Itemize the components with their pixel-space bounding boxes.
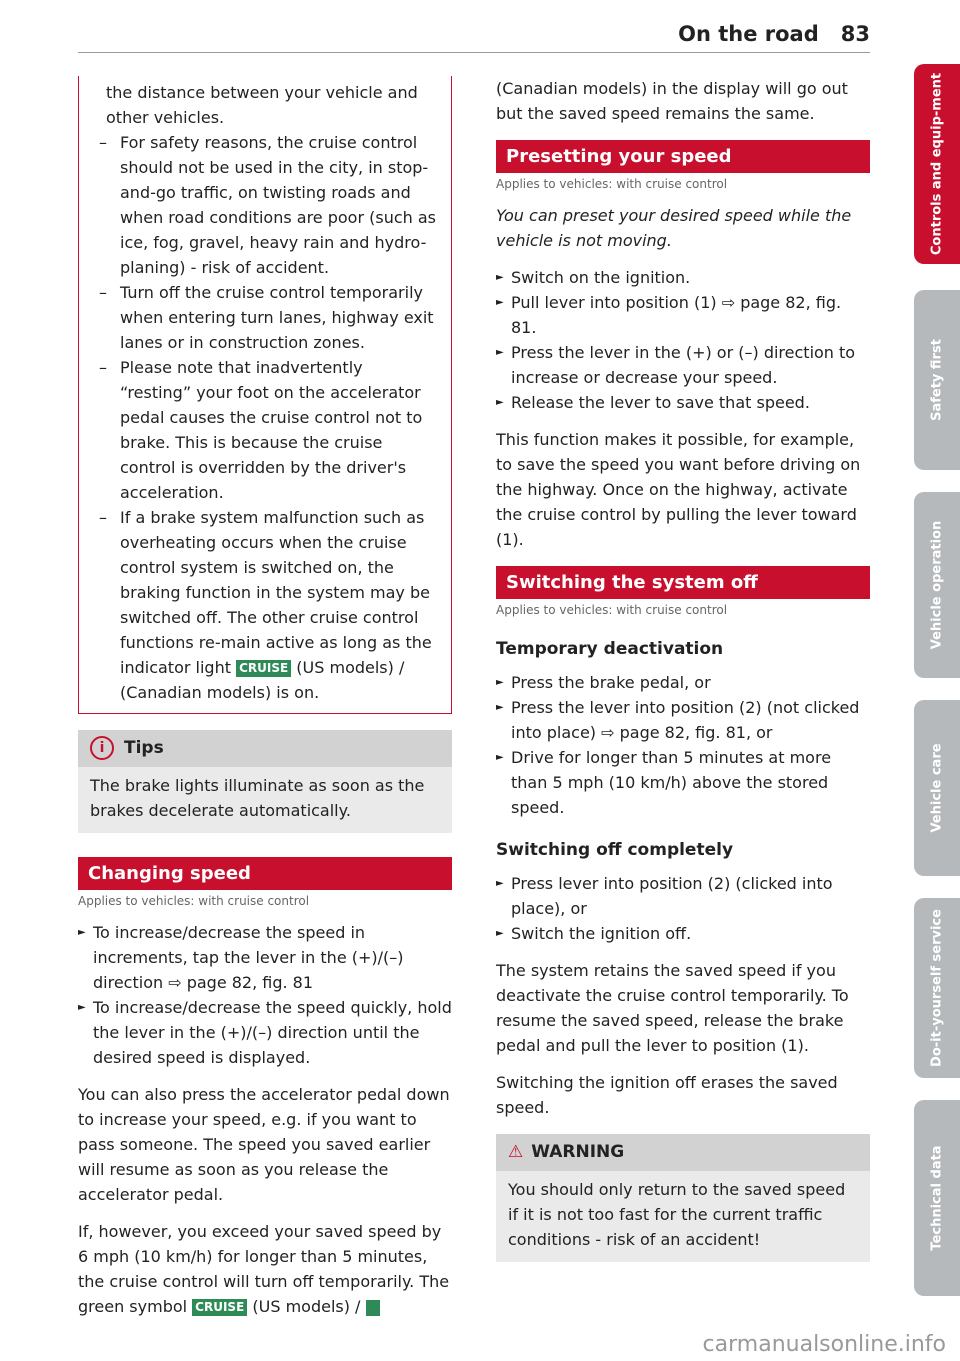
warning-item-text: If a brake system malfunction such as overheating occurs when the cruise control system is switched on, the braking function in the system may be switched off. The other cruise control functions re-main active as long as the indicator light: [120, 508, 432, 677]
canadian-cruise-icon: [366, 1300, 380, 1316]
sidebar-tab-label: Do-it-yourself service: [929, 909, 945, 1067]
section-changing-speed: Changing speed: [78, 857, 452, 890]
page-header: [678, 22, 870, 46]
applies-note: Applies to vehicles: with cruise control: [78, 894, 310, 908]
applies-note: Applies to vehicles: with cruise control: [496, 177, 728, 191]
list-item: ► Switch on the ignition.: [496, 265, 870, 290]
list-item: ► Release the lever to save that speed.: [496, 390, 870, 415]
sidebar-tab[interactable]: [914, 898, 960, 1078]
sidebar-tab-label: Safety first: [929, 339, 945, 421]
list-item: ► Drive for longer than 5 minutes at more than 5 mph (10 km/h) above the stored speed.: [496, 745, 870, 820]
temp-list: [496, 670, 870, 820]
info-icon: i: [90, 736, 114, 760]
section-switching-off: Switching the system off: [496, 566, 870, 599]
paragraph-tail: (US models) /: [252, 1297, 361, 1316]
paragraph-text: If, however, you exceed your saved speed by 6 mph (10 km/h) for longer than 5 minutes, the cruise control will turn off temporarily. The green symbol: [78, 1222, 450, 1316]
chapter-title: On the road: [678, 22, 819, 46]
sidebar-tab[interactable]: [914, 700, 960, 876]
sidebar-tab[interactable]: [914, 64, 960, 264]
warning-item-tail: (US models) / (Canadian models) is on.: [120, 658, 405, 702]
left-column: [78, 76, 452, 1331]
watermark: carmanualsonline.info: [702, 1332, 946, 1357]
subheading-temporary: Temporary deactivation: [496, 639, 724, 659]
paragraph: (Canadian models) in the display will go out but the saved speed remains the same.: [496, 79, 848, 123]
preset-list: [496, 265, 870, 415]
warning-title: WARNING: [531, 1142, 625, 1162]
page-number: 83: [840, 22, 870, 46]
warning-text: You should only return to the saved speed if it is not too fast for the current traffic conditions - risk of an accident!: [508, 1180, 846, 1249]
sidebar-tab-label: Technical data: [929, 1145, 945, 1251]
paragraph: The system retains the saved speed if you deactivate the cruise control temporarily. To resume the saved speed, release the brake pedal and pull the lever to position (1).: [496, 961, 849, 1055]
right-column: [496, 76, 870, 1262]
list-item: ► Press lever into position (2) (clicked into place), or: [496, 871, 870, 921]
sidebar-tab-label: Vehicle care: [929, 743, 945, 833]
sidebar-tab[interactable]: [914, 1100, 960, 1296]
list-item: ► Press the lever in the (+) or (–) direction to increase or decrease your speed.: [496, 340, 870, 390]
paragraph: Switching the ignition off erases the saved speed.: [496, 1073, 838, 1117]
section-presetting-speed: Presetting your speed: [496, 140, 870, 173]
changing-list: [78, 920, 452, 1070]
warning-box: [496, 1134, 870, 1262]
warning-item: – Turn off the cruise control temporarily when entering turn lanes, highway exit lanes or in construction zones.: [93, 280, 437, 355]
applies-note: Applies to vehicles: with cruise control: [496, 603, 728, 617]
paragraph: [78, 1219, 452, 1319]
tips-title: Tips: [124, 738, 164, 758]
list-item: ► Switch the ignition off.: [496, 921, 870, 946]
cruise-indicator-icon: CRUISE: [192, 1299, 247, 1316]
warning-line: the distance between your vehicle and other vehicles.: [106, 83, 418, 127]
list-item: ► To increase/decrease the speed in increments, tap the lever in the (+)/(–) direction ⇨ page 82, fig. 81: [78, 920, 452, 995]
warning-item: [93, 505, 437, 705]
sidebar-tab-label: Vehicle operation: [929, 520, 945, 650]
paragraph: You can also press the accelerator pedal down to increase your speed, e.g. if you want to pass someone. The speed you saved earlier will resume as soon as you release the accelerator pedal.: [78, 1085, 450, 1204]
tips-text: The brake lights illuminate as soon as the brakes decelerate automatically.: [90, 776, 425, 820]
list-item: ► To increase/decrease the speed quickly, hold the lever in the (+)/(–) direction until the desired speed is displayed.: [78, 995, 452, 1070]
complete-list: [496, 871, 870, 946]
warning-header: [496, 1134, 870, 1171]
warning-continued-box: [78, 76, 452, 714]
warning-item: – Please note that inadvertently “resting” your foot on the accelerator pedal causes the cruise control not to brake. This is because the cruise control is overridden by the driver's acceleration.: [93, 355, 437, 505]
warning-item: – For safety reasons, the cruise control should not be used in the city, in stop-and-go traffic, on twisting roads and when road conditions are poor (such as ice, fog, gravel, heavy rain and hydro-planing) - risk of accident.: [93, 130, 437, 280]
sidebar-tab[interactable]: [914, 290, 960, 470]
header-rule: [78, 52, 870, 53]
warning-list: [93, 130, 437, 705]
tips-header: [78, 730, 452, 767]
warning-triangle-icon: ⚠: [508, 1142, 524, 1162]
tips-box: [78, 730, 452, 833]
cruise-indicator-icon: CRUISE: [236, 660, 291, 677]
list-item: ► Press the brake pedal, or: [496, 670, 870, 695]
list-item: ► Press the lever into position (2) (not clicked into place) ⇨ page 82, fig. 81, or: [496, 695, 870, 745]
paragraph: This function makes it possible, for example, to save the speed you want before driving on the highway. Once on the highway, activate the cruise control by pulling the lever toward (1).: [496, 430, 861, 549]
subheading-completely: Switching off completely: [496, 840, 734, 860]
section-lead: You can preset your desired speed while the vehicle is not moving.: [496, 206, 852, 250]
list-item: ► Pull lever into position (1) ⇨ page 82, fig. 81.: [496, 290, 870, 340]
sidebar-tab-label: Controls and equip-ment: [929, 72, 945, 256]
sidebar-tab[interactable]: [914, 492, 960, 678]
